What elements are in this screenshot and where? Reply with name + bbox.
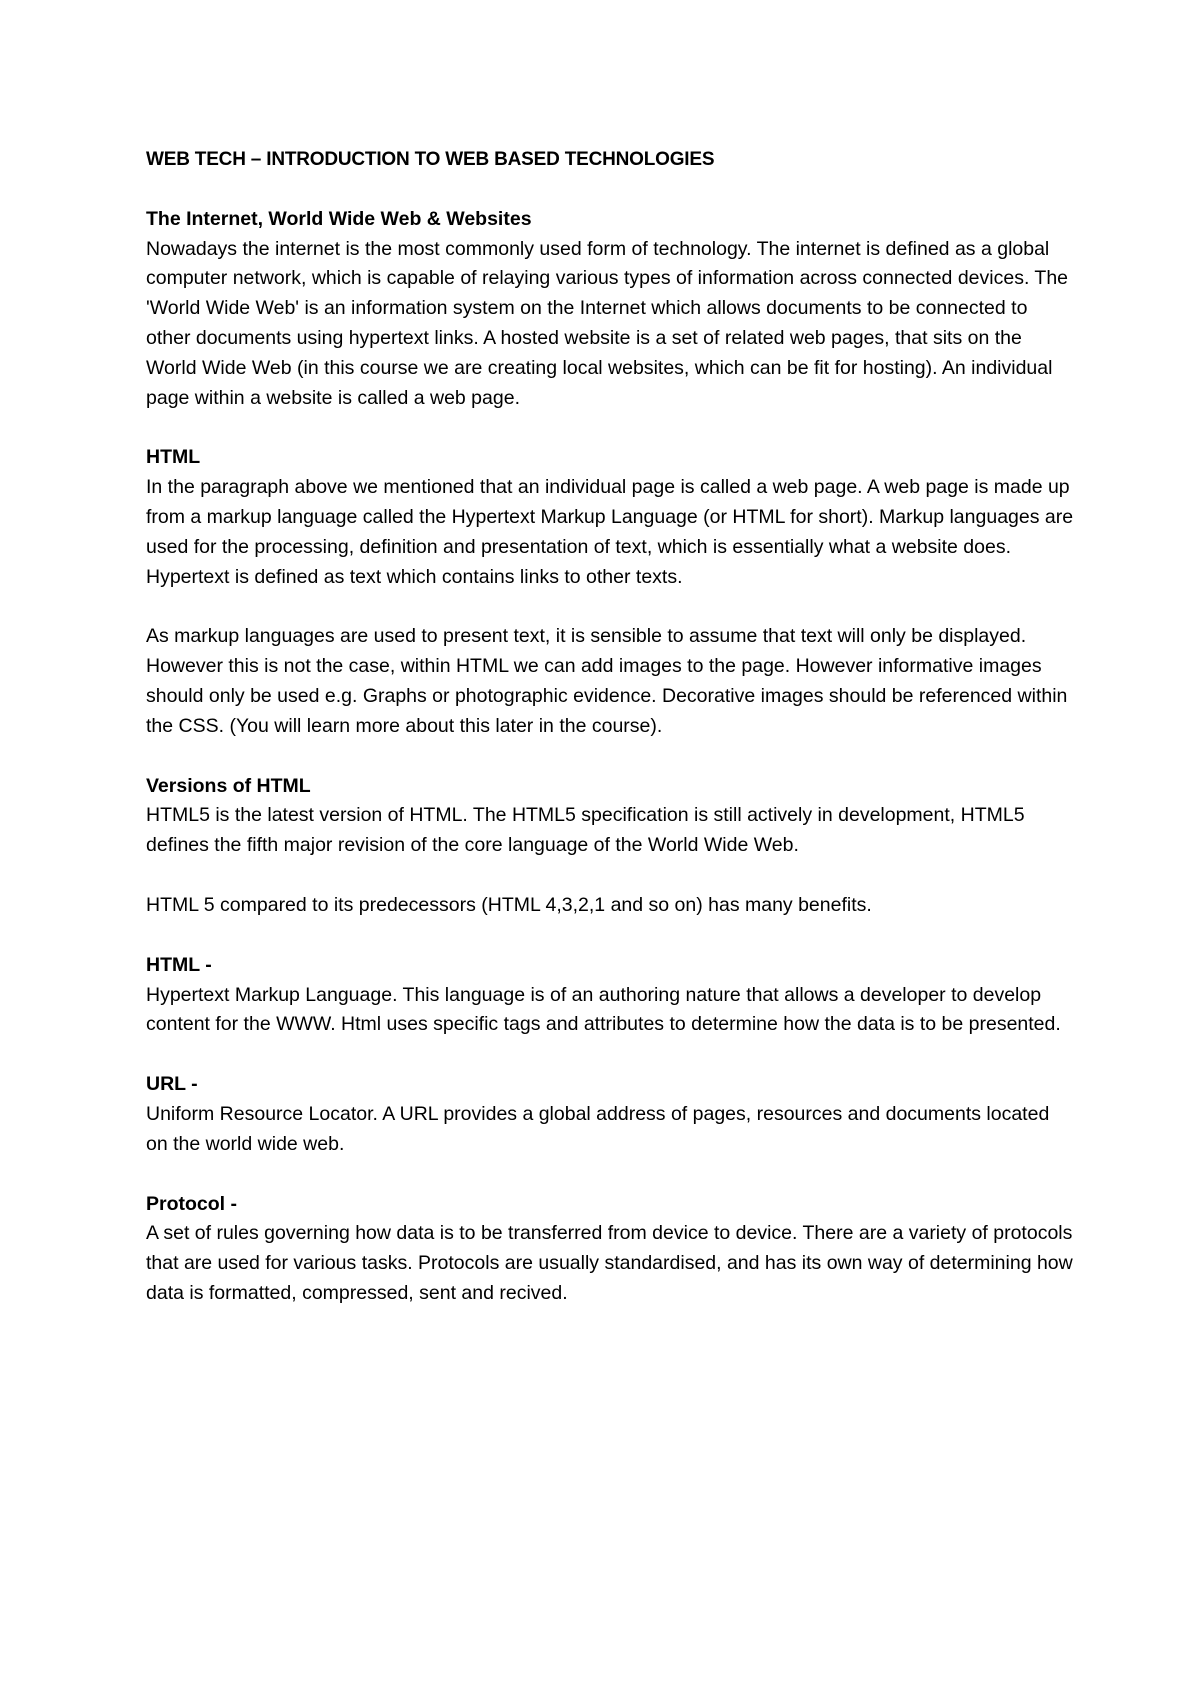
paragraph: HTML5 is the latest version of HTML. The HTML5 specification is still actively in development, HTML5 defines the fifth major revision of the core language of the World Wide Web. xyxy=(146,804,1025,857)
section-heading: Versions of HTML xyxy=(146,774,311,797)
spacer xyxy=(146,175,1076,205)
section-internet xyxy=(146,205,1076,414)
section-html xyxy=(146,443,1076,741)
section-versions-of-html xyxy=(146,772,1076,921)
document-page xyxy=(146,145,1076,1309)
paragraph: Nowadays the internet is the most commonly used form of technology. The internet is defined as a global computer network, which is capable of relaying various types of information across connected devices. The 'World Wide Web' is an information system on the Internet which allows documents to be connected to other documents using hypertext links. A hosted website is a set of related web pages, that sits on the World Wide Web (in this course we are creating local websites, which can be fit for hosting). An individual page within a website is called a web page. xyxy=(146,237,1069,409)
section-protocol xyxy=(146,1190,1076,1309)
document-title: WEB TECH – INTRODUCTION TO WEB BASED TECHNOLOGIES xyxy=(146,149,715,170)
spacer xyxy=(146,1160,1076,1190)
spacer xyxy=(146,921,1076,951)
section-heading: URL - xyxy=(146,1073,198,1096)
section-heading: The Internet, World Wide Web & Websites xyxy=(146,207,532,230)
section-url xyxy=(146,1070,1076,1159)
spacer xyxy=(146,1040,1076,1070)
section-heading: HTML xyxy=(146,446,201,469)
paragraph: In the paragraph above we mentioned that an individual page is called a web page. A web page is made up from a markup language called the Hypertext Markup Language (or HTML for short). Markup languages are used for the processing, definition and presentation of text, which is essentially what a website does. Hypertext is defined as text which contains links to other texts. xyxy=(146,476,1074,588)
section-html-definition xyxy=(146,951,1076,1040)
spacer xyxy=(146,861,1076,891)
section-heading: HTML - xyxy=(146,953,212,976)
paragraph: Hypertext Markup Language. This language is of an authoring nature that allows a developer to develop content for the WWW. Html uses specific tags and attributes to determine how the data is to be presented. xyxy=(146,983,1061,1036)
paragraph: A set of rules governing how data is to be transferred from device to device. There are a variety of protocols that are used for various tasks. Protocols are usually standardised, and has its own way of determining how data is formatted, compressed, sent and recived. xyxy=(146,1222,1073,1304)
section-heading: Protocol - xyxy=(146,1192,237,1215)
paragraph: As markup languages are used to present text, it is sensible to assume that text will only be displayed. However this is not the case, within HTML we can add images to the page. However informative images should only be used e.g. Graphs or photographic evidence. Decorative images should be referenced within the CSS. (You will learn more about this later in the course). xyxy=(146,625,1068,737)
spacer xyxy=(146,742,1076,772)
spacer xyxy=(146,592,1076,622)
spacer xyxy=(146,413,1076,443)
paragraph: Uniform Resource Locator. A URL provides a global address of pages, resources and documents located on the world wide web. xyxy=(146,1102,1050,1155)
paragraph: HTML 5 compared to its predecessors (HTML 4,3,2,1 and so on) has many benefits. xyxy=(146,893,872,916)
